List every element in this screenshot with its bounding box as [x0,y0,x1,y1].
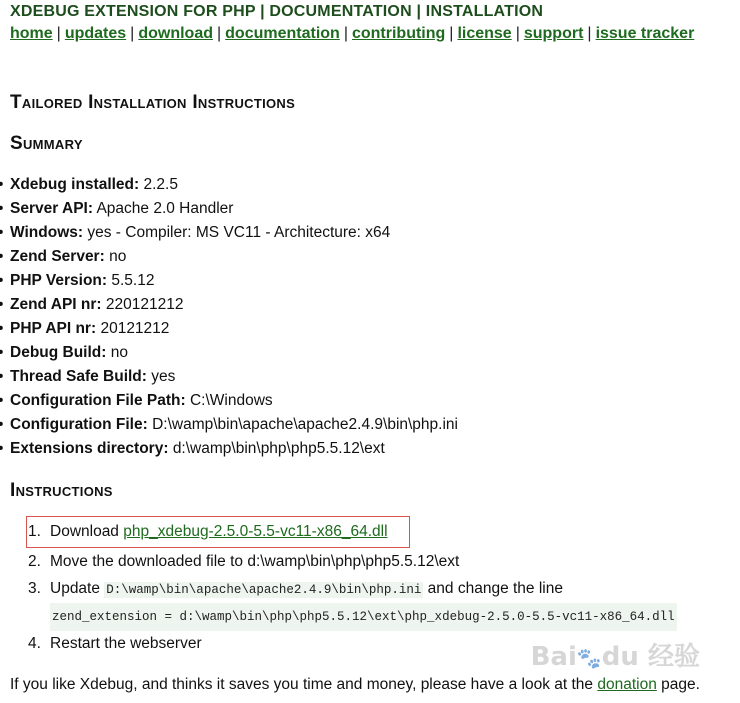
nav-updates-link[interactable]: updates [64,25,127,42]
ini-path-code: D:\wamp\bin\apache\apache2.4.9\bin\php.ini [106,583,422,597]
list-item: • Xdebug installed: 2.2.5 [0,173,458,197]
site-title: XDEBUG EXTENSION FOR PHP | DOCUMENTATION | INSTALLATION [10,3,544,20]
list-item: • Server API: Apache 2.0 Handler [0,197,458,221]
step-move-file: 2. Move the downloaded file to d:\wamp\bin\php\php5.5.12\ext [28,553,460,570]
nav-license-link[interactable]: license [457,25,512,42]
nav-download-link[interactable]: download [138,25,213,42]
list-item: • PHP API nr: 20121212 [0,317,458,341]
page-header [10,3,694,43]
paw-icon: 🐾 [576,646,602,670]
donation-note: If you like Xdebug, and thinks it saves you time and money, please have a look at the donation page. [10,676,700,693]
download-dll-link[interactable]: php_xdebug-2.5.0-5.5-vc11-x86_64.dll [123,523,388,540]
nav-documentation-link[interactable]: documentation [225,25,340,42]
summary-list [0,173,458,461]
list-item: • PHP Version: 5.5.12 [0,269,458,293]
list-item: • Configuration File Path: C:\Windows [0,389,458,413]
list-item: • Configuration File: D:\wamp\bin\apache\apache2.4.9\bin\php.ini [0,413,458,437]
list-item: • Windows: yes - Compiler: MS VC11 - Architecture: x64 [0,221,458,245]
list-item: • Thread Safe Build: yes [0,365,458,389]
instructions-heading: Instructions [10,480,113,501]
page-title: Tailored Installation Instructions [10,92,296,113]
nav-contributing-link[interactable]: contributing [351,25,446,42]
step-download: 1. Download php_xdebug-2.5.0-5.5-vc11-x86_64.dll [28,523,388,540]
list-item: • Extensions directory: d:\wamp\bin\php\php5.5.12\ext [0,437,458,461]
baidu-watermark: Bai🐾du 经验 [530,642,700,672]
nav-home-link[interactable]: home [10,25,53,42]
list-item: • Zend Server: no [0,245,458,269]
summary-heading: Summary [10,133,83,154]
donation-link[interactable]: donation [597,676,657,693]
step-update-ini: 3. Update D:\wamp\bin\apache\apache2.4.9\bin\php.ini and change the line zend_extension = d:\wamp\bin\php\php5.5.12\ext\php_xdebug-2.5.0-5.5-vc11-x86_64.dll [28,576,677,630]
main-nav: home | updates | download | documentation | contributing | license | support | issue tracker [10,25,695,42]
zend-extension-code: zend_extension = d:\wamp\bin\php\php5.5.12\ext\php_xdebug-2.5.0-5.5-vc11-x86_64.dll [50,603,677,631]
list-item: • Debug Build: no [0,341,458,365]
step-restart: 4. Restart the webserver [28,635,202,652]
nav-support-link[interactable]: support [523,25,584,42]
nav-issue-tracker-link[interactable]: issue tracker [595,25,695,42]
list-item: • Zend API nr: 220121212 [0,293,458,317]
